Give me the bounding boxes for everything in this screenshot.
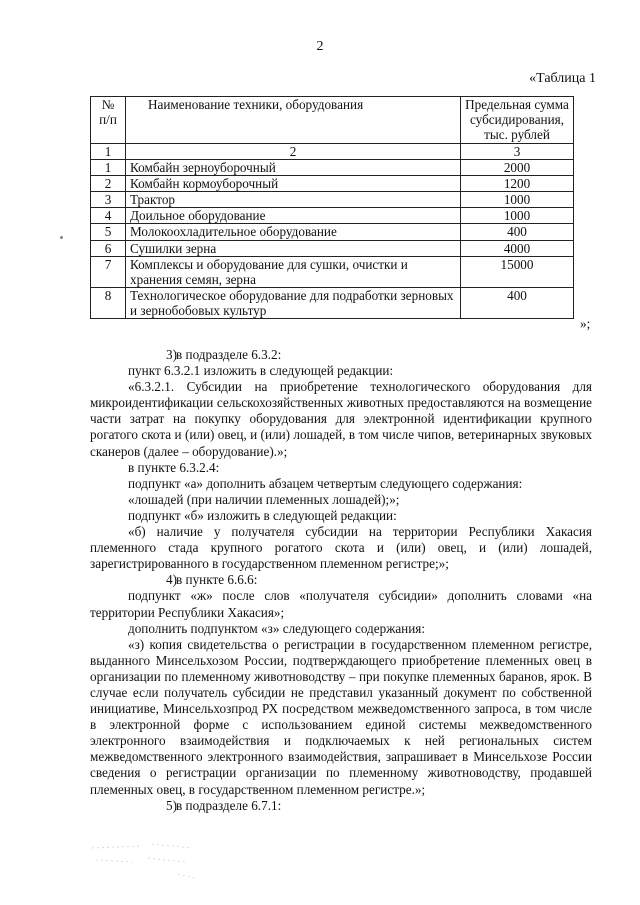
row-number: 8 bbox=[91, 288, 126, 319]
paragraph: дополнить подпунктом «з» следующего содержания: bbox=[128, 620, 426, 636]
table-header-row bbox=[91, 97, 574, 144]
row-name: Доильное оборудование bbox=[126, 208, 461, 224]
table-row bbox=[91, 288, 574, 319]
row-name: Молокоохладительное оборудование bbox=[126, 224, 461, 240]
quoted-paragraph: «б) наличие у получателя субсидии на территории Республики Хакасия племенного стада крупного рогатого скота и (или) овец, и (или) лошадей, зарегистрированного в государственном племенном регистре;»; bbox=[90, 524, 592, 572]
row-name: Технологическое оборудование для подработки зерновых и зернобобовых культур bbox=[126, 288, 461, 319]
table-label: «Таблица 1 bbox=[529, 71, 596, 86]
item-3 bbox=[90, 347, 592, 363]
item-number: 3) bbox=[166, 347, 177, 362]
paragraph: пункт 6.3.2.1 изложить в следующей редакции: bbox=[128, 363, 394, 379]
row-number: 4 bbox=[91, 208, 126, 224]
table-row bbox=[91, 208, 574, 224]
document-body bbox=[90, 347, 592, 814]
item-4 bbox=[90, 572, 592, 588]
row-name: Комплексы и оборудование для сушки, очистки и хранения семян, зерна bbox=[126, 256, 461, 287]
item-number: 5) bbox=[166, 797, 177, 813]
item-number: 4) bbox=[166, 572, 177, 588]
paragraph: «лошадей (при наличии племенных лошадей);»; bbox=[128, 491, 400, 507]
page-number: 2 bbox=[316, 39, 324, 54]
row-number: 2 bbox=[91, 175, 126, 191]
row-amount: 15000 bbox=[461, 256, 574, 287]
table-closing-mark: »; bbox=[580, 316, 591, 331]
item-text: в пункте 6.6.6: bbox=[176, 572, 258, 588]
table-row bbox=[91, 256, 574, 287]
row-amount: 1000 bbox=[461, 208, 574, 224]
row-amount: 400 bbox=[461, 224, 574, 240]
paragraph: в пункте 6.3.2.4: bbox=[128, 459, 220, 475]
header-amount: Предельная сумма субсидирования, тыс. рублей bbox=[461, 97, 574, 144]
row-number: 6 bbox=[91, 240, 126, 256]
row-number: 1 bbox=[91, 159, 126, 175]
colnum-3: 3 bbox=[461, 143, 574, 159]
row-number: 7 bbox=[91, 256, 126, 287]
table-row bbox=[91, 240, 574, 256]
table-row bbox=[91, 224, 574, 240]
paragraph: подпункт «а» дополнить абзацем четвертым следующего содержания: bbox=[128, 475, 523, 491]
colnum-2: 2 bbox=[126, 143, 461, 159]
subsidy-table bbox=[90, 96, 574, 319]
paragraph: подпункт «ж» после слов «получателя субсидии» дополнить словами «на территории Республики Хакасия»; bbox=[90, 588, 592, 620]
quoted-paragraph: «з) копия свидетельства о регистрации в государственном племенном регистре, выданного Минсельхозом России, подтверждающего приобретение племенных овец в организации по племенному животноводству – при покупке племенных баранов, ярок. В случае если получатель субсидии не представил указанный документ по собственной инициативе, Минсельхозпрод РХ посредством межведомственного запроса, в том числе в электронной форме с использованием единой системы межведомственного электронного взаимодействия и подключаемых к ней региональных систем межведомственного электронного взаимодействия, запрашивает в Минсельхозе России сведения о регистрации организации по племенному животноводству, продавшей племенных овец, в государственном племенном регистре.»; bbox=[90, 636, 592, 797]
row-amount: 400 bbox=[461, 288, 574, 319]
row-name: Сушилки зерна bbox=[126, 240, 461, 256]
row-number: 3 bbox=[91, 192, 126, 208]
row-amount: 1000 bbox=[461, 192, 574, 208]
paragraph: подпункт «б» изложить в следующей редакции: bbox=[128, 507, 397, 523]
table-row bbox=[91, 159, 574, 175]
faint-stamp-marks bbox=[82, 838, 202, 886]
row-name: Комбайн кормоуборочный bbox=[126, 175, 461, 191]
table-row bbox=[91, 192, 574, 208]
table-row bbox=[91, 175, 574, 191]
item-5 bbox=[90, 798, 592, 814]
scan-speck bbox=[60, 236, 63, 239]
row-amount: 1200 bbox=[461, 175, 574, 191]
item-text: в подразделе 6.3.2: bbox=[176, 347, 282, 362]
item-text: в подразделе 6.7.1: bbox=[176, 797, 282, 813]
row-name: Комбайн зерноуборочный bbox=[126, 159, 461, 175]
header-number: № п/п bbox=[91, 97, 126, 144]
row-amount: 4000 bbox=[461, 240, 574, 256]
row-name: Трактор bbox=[126, 192, 461, 208]
table-colnum-row bbox=[91, 143, 574, 159]
header-name: Наименование техники, оборудования bbox=[126, 97, 461, 144]
row-amount: 2000 bbox=[461, 159, 574, 175]
quoted-paragraph: «6.3.2.1. Субсидии на приобретение технологического оборудования для микроидентификации сельскохозяйственных животных предоставляются на возмещение части затрат на покупку оборудования для электронной идентификации крупного рогатого скота и (или) овец, и (или) лошадей, в том числе чипов, ветеринарных звуковых сканеров (далее – оборудование).»; bbox=[90, 379, 592, 459]
row-number: 5 bbox=[91, 224, 126, 240]
colnum-1: 1 bbox=[91, 143, 126, 159]
